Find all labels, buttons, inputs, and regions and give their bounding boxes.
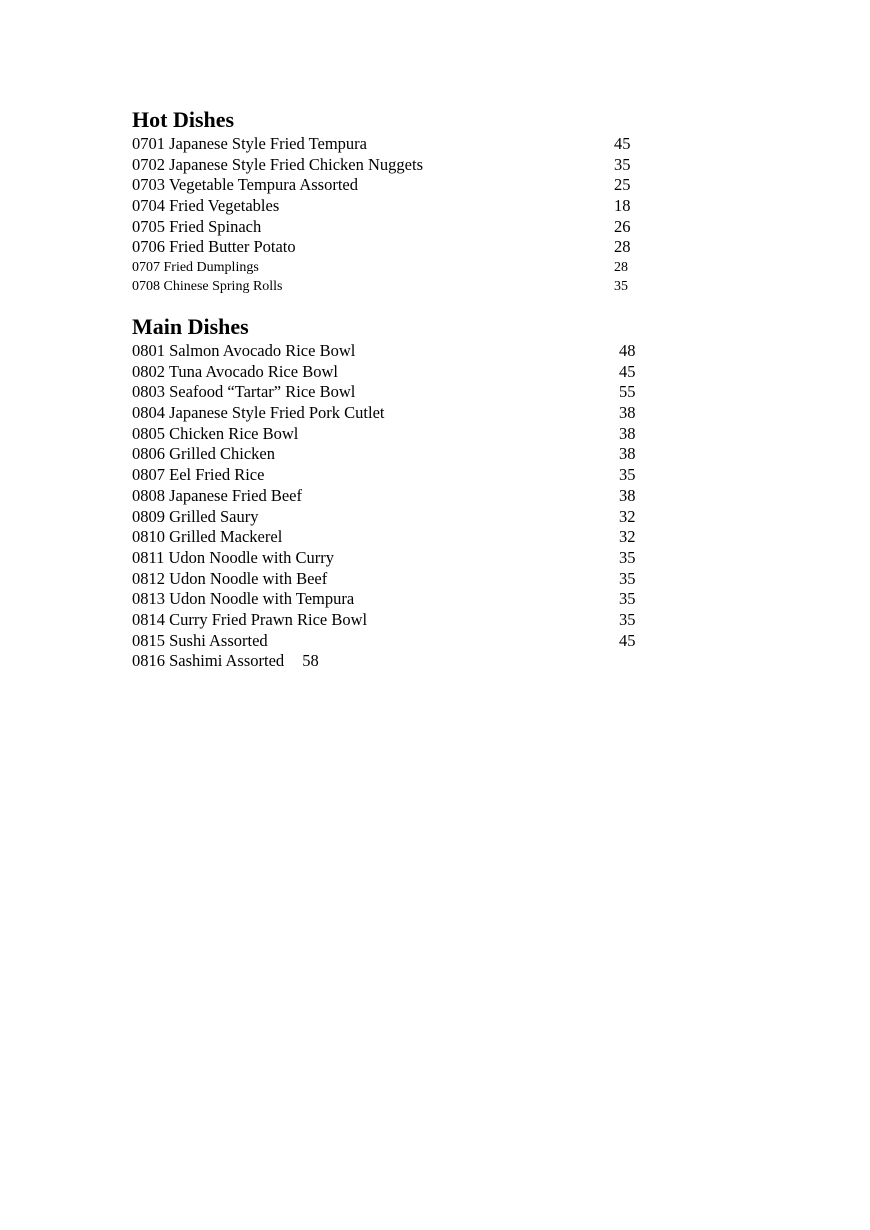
item-name: 0811 Udon Noodle with Curry <box>132 547 334 567</box>
menu-item <box>132 506 636 528</box>
item-price: 38 <box>619 485 636 505</box>
item-name: 0815 Sushi Assorted <box>132 630 268 650</box>
item-price: 32 <box>619 506 636 526</box>
item-name: 0805 Chicken Rice Bowl <box>132 423 299 443</box>
item-name: 0806 Grilled Chicken <box>132 444 275 464</box>
item-name: 0809 Grilled Saury <box>132 506 259 526</box>
item-price: 25 <box>614 175 631 195</box>
menu-item <box>132 196 631 217</box>
menu-item <box>132 465 636 486</box>
menu-item <box>132 382 636 403</box>
item-price: 55 <box>619 382 636 402</box>
item-name: 0705 Fried Spinach <box>132 216 262 236</box>
menu-item <box>132 277 628 296</box>
item-price: 35 <box>619 609 636 629</box>
item-name: 0801 Salmon Avocado Rice Bowl <box>132 341 356 360</box>
item-name: 0804 Japanese Style Fried Pork Cutlet <box>132 403 385 423</box>
menu-item <box>132 485 636 507</box>
item-price: 28 <box>614 260 628 276</box>
item-price: 45 <box>619 630 636 650</box>
menu-item <box>132 175 631 196</box>
item-price: 58 <box>302 651 319 671</box>
main-dishes-section <box>132 313 636 672</box>
item-price: 32 <box>619 527 636 547</box>
item-price: 45 <box>619 361 636 381</box>
item-name: 0808 Japanese Fried Beef <box>132 485 302 505</box>
menu-item <box>132 237 631 258</box>
item-price: 35 <box>614 154 631 174</box>
item-price: 35 <box>619 568 636 588</box>
item-name: 0814 Curry Fried Prawn Rice Bowl <box>132 609 368 629</box>
menu-item <box>132 258 628 277</box>
menu-item <box>132 154 631 176</box>
item-name: 0708 Chinese Spring Rolls <box>132 279 283 295</box>
menu-item <box>132 444 636 465</box>
item-price: 35 <box>619 465 636 485</box>
menu-item <box>132 630 636 652</box>
section-title: Main Dishes <box>132 314 249 339</box>
item-price: 28 <box>614 237 631 257</box>
item-price: 35 <box>614 279 628 295</box>
item-name: 0704 Fried Vegetables <box>132 196 280 216</box>
menu-item <box>132 527 636 548</box>
item-name: 0703 Vegetable Tempura Assorted <box>132 175 358 195</box>
menu-item <box>132 341 636 362</box>
item-name: 0701 Japanese Style Fried Tempura <box>132 134 367 153</box>
menu-item <box>132 547 636 569</box>
item-name: 0816 Sashimi Assorted <box>132 651 285 671</box>
item-price: 18 <box>614 196 631 216</box>
menu-item <box>132 651 319 672</box>
menu-item <box>132 423 636 445</box>
menu-item <box>132 589 636 610</box>
item-name: 0810 Grilled Mackerel <box>132 527 283 547</box>
item-price: 38 <box>619 403 636 423</box>
item-price: 38 <box>619 444 636 464</box>
item-name: 0803 Seafood “Tartar” Rice Bowl <box>132 382 356 402</box>
item-name: 0807 Eel Fried Rice <box>132 465 265 485</box>
item-price: 35 <box>619 589 636 609</box>
item-name: 0802 Tuna Avocado Rice Bowl <box>132 361 338 381</box>
section-title: Hot Dishes <box>132 107 235 132</box>
item-price: 48 <box>619 341 636 360</box>
item-price: 45 <box>614 134 631 153</box>
hot-dishes-section <box>132 106 631 296</box>
menu-item <box>132 361 636 383</box>
menu-item <box>132 568 636 590</box>
menu-item <box>132 134 631 155</box>
item-name: 0702 Japanese Style Fried Chicken Nuggets <box>132 154 423 174</box>
menu-item <box>132 609 636 631</box>
item-price: 35 <box>619 547 636 567</box>
item-price: 38 <box>619 423 636 443</box>
item-name: 0706 Fried Butter Potato <box>132 237 296 257</box>
item-name: 0813 Udon Noodle with Tempura <box>132 589 355 609</box>
menu-item <box>132 216 631 238</box>
menu-item <box>132 403 636 424</box>
item-name: 0707 Fried Dumplings <box>132 260 259 276</box>
item-name: 0812 Udon Noodle with Beef <box>132 568 328 588</box>
item-price: 26 <box>614 216 631 236</box>
